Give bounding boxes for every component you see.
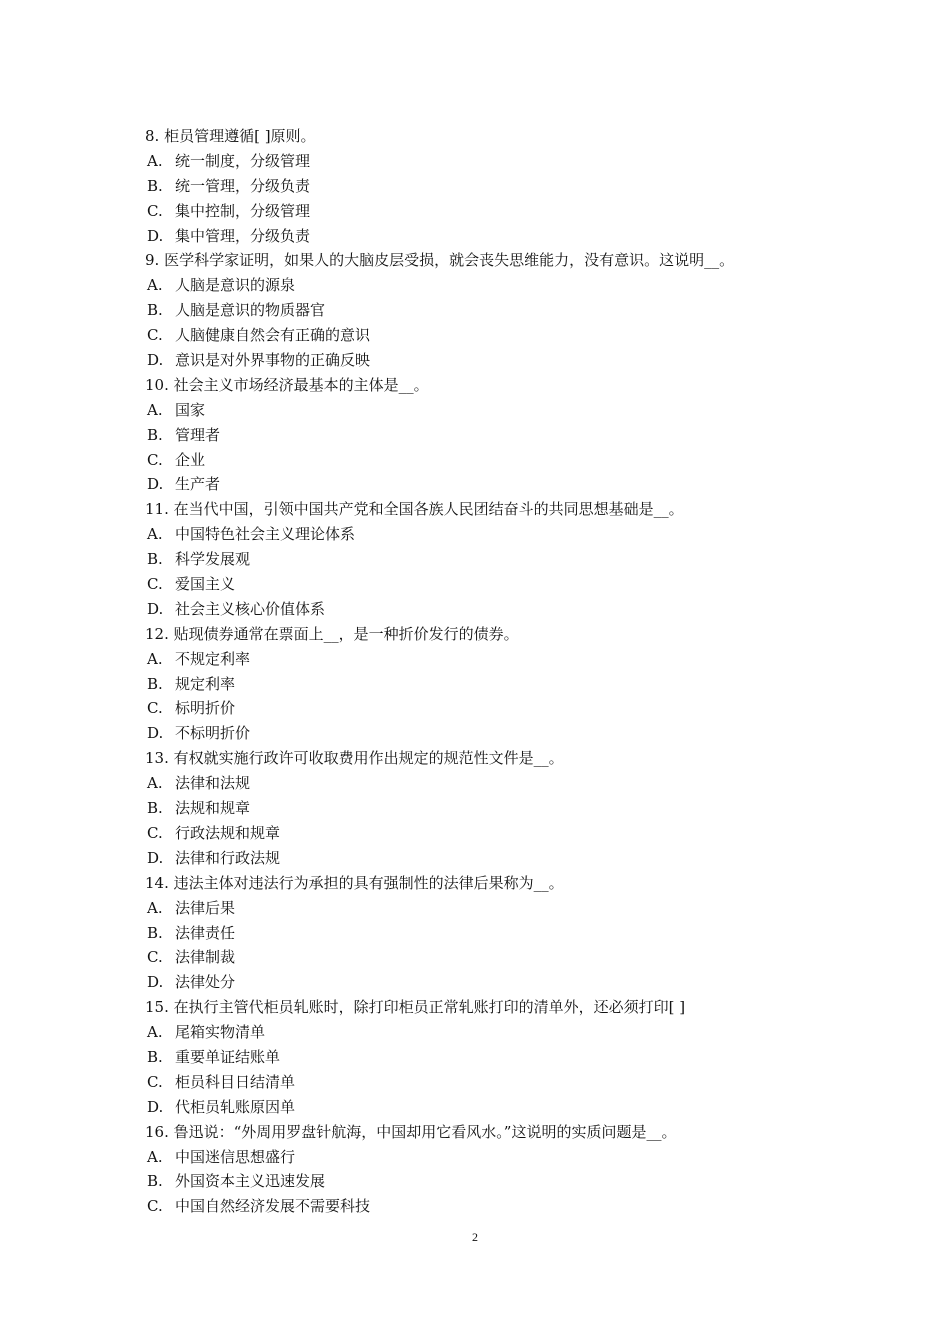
option-letter: B. xyxy=(147,799,163,818)
answer-option xyxy=(145,174,845,199)
option-text: 爱国主义 xyxy=(175,575,236,594)
option-text: 中国特色社会主义理论体系 xyxy=(175,525,356,544)
answer-option xyxy=(145,273,845,298)
option-text: 行政法规和规章 xyxy=(175,823,281,842)
option-text: 统一制度，分级管理 xyxy=(175,151,311,170)
option-letter: A. xyxy=(147,525,163,544)
option-text: 集中控制，分级管理 xyxy=(175,201,311,220)
option-letter: A. xyxy=(147,649,163,668)
option-letter: D. xyxy=(147,1097,164,1116)
answer-option xyxy=(145,348,845,373)
answer-option xyxy=(145,1020,845,1045)
option-text: 意识是对外界事物的正确反映 xyxy=(175,351,371,370)
option-text: 规定利率 xyxy=(175,674,236,693)
question-text: 15. 在执行主管代柜员轧账时，除打印柜员正常轧账打印的清单外，还必须打印[ ] xyxy=(145,998,686,1017)
option-letter: C. xyxy=(147,1197,163,1216)
option-text: 人脑是意识的源泉 xyxy=(175,276,296,295)
answer-option xyxy=(145,298,845,323)
option-text: 标明折价 xyxy=(175,699,236,718)
answer-option xyxy=(145,448,845,473)
option-text: 重要单证结账单 xyxy=(175,1047,281,1066)
option-letter: C. xyxy=(147,201,163,220)
question-text: 16. 鲁迅说：“外周用罗盘针航海，中国却用它看风水。”这说明的实质问题是__。 xyxy=(145,1122,677,1141)
option-letter: B. xyxy=(147,1172,163,1191)
option-letter: C. xyxy=(147,823,163,842)
option-letter: A. xyxy=(147,400,163,419)
option-letter: B. xyxy=(147,550,163,569)
answer-option xyxy=(145,522,845,547)
option-letter: C. xyxy=(147,450,163,469)
option-text: 人脑是意识的物质器官 xyxy=(175,301,326,320)
option-letter: A. xyxy=(147,1023,163,1042)
option-letter: C. xyxy=(147,326,163,345)
option-letter: B. xyxy=(147,923,163,942)
answer-option xyxy=(145,1095,845,1120)
answer-option xyxy=(145,597,845,622)
option-text: 不标明折价 xyxy=(175,724,251,743)
option-letter: B. xyxy=(147,1047,163,1066)
option-text: 不规定利率 xyxy=(175,649,251,668)
option-text: 国家 xyxy=(175,400,206,419)
option-letter: D. xyxy=(147,475,164,494)
answer-option xyxy=(145,970,845,995)
option-text: 法规和规章 xyxy=(175,799,251,818)
question-text: 14. 违法主体对违法行为承担的具有强制性的法律后果称为__。 xyxy=(145,873,564,892)
answer-option xyxy=(145,572,845,597)
option-letter: D. xyxy=(147,724,164,743)
answer-option xyxy=(145,323,845,348)
answer-option xyxy=(145,398,845,423)
option-text: 统一管理，分级负责 xyxy=(175,176,311,195)
answer-option xyxy=(145,199,845,224)
question-text: 11. 在当代中国，引领中国共产党和全国各族人民团结奋斗的共同思想基础是__。 xyxy=(145,500,684,519)
option-text: 生产者 xyxy=(175,475,221,494)
option-text: 法律制裁 xyxy=(175,948,236,967)
question-list xyxy=(145,124,845,1219)
option-letter: D. xyxy=(147,848,164,867)
option-letter: A. xyxy=(147,151,163,170)
answer-option xyxy=(145,1194,845,1219)
question-text: 10. 社会主义市场经济最基本的主体是__。 xyxy=(145,375,429,394)
option-letter: D. xyxy=(147,599,164,618)
answer-option xyxy=(145,1070,845,1095)
answer-option xyxy=(145,423,845,448)
option-text: 科学发展观 xyxy=(175,550,251,569)
answer-option xyxy=(145,1045,845,1070)
option-letter: C. xyxy=(147,699,163,718)
option-letter: B. xyxy=(147,425,163,444)
option-text: 集中管理，分级负责 xyxy=(175,226,311,245)
answer-option xyxy=(145,672,845,697)
option-text: 法律和法规 xyxy=(175,774,251,793)
question-text: 9. 医学科学家证明，如果人的大脑皮层受损，就会丧失思维能力，没有意识。这说明__。 xyxy=(145,251,735,270)
option-text: 管理者 xyxy=(175,425,221,444)
option-letter: C. xyxy=(147,948,163,967)
option-letter: A. xyxy=(147,276,163,295)
answer-option xyxy=(145,821,845,846)
answer-option xyxy=(145,721,845,746)
option-text: 企业 xyxy=(175,450,206,469)
option-text: 中国迷信思想盛行 xyxy=(175,1147,296,1166)
answer-option xyxy=(145,921,845,946)
option-letter: D. xyxy=(147,226,164,245)
option-text: 人脑健康自然会有正确的意识 xyxy=(175,326,371,345)
option-text: 法律责任 xyxy=(175,923,236,942)
answer-option xyxy=(145,472,845,497)
answer-option xyxy=(145,1169,845,1194)
option-text: 法律后果 xyxy=(175,898,236,917)
answer-option xyxy=(145,771,845,796)
option-text: 法律和行政法规 xyxy=(175,848,281,867)
answer-option xyxy=(145,796,845,821)
answer-option xyxy=(145,149,845,174)
option-letter: A. xyxy=(147,1147,163,1166)
option-text: 代柜员轧账原因单 xyxy=(175,1097,296,1116)
option-text: 法律处分 xyxy=(175,973,236,992)
option-letter: D. xyxy=(147,973,164,992)
question-text: 13. 有权就实施行政许可收取费用作出规定的规范性文件是__。 xyxy=(145,749,564,768)
answer-option xyxy=(145,696,845,721)
option-letter: B. xyxy=(147,301,163,320)
answer-option xyxy=(145,647,845,672)
option-letter: D. xyxy=(147,351,164,370)
option-letter: C. xyxy=(147,575,163,594)
option-letter: A. xyxy=(147,898,163,917)
answer-option xyxy=(145,896,845,921)
answer-option xyxy=(145,224,845,249)
option-text: 柜员科目日结清单 xyxy=(175,1072,296,1091)
question-text: 8. 柜员管理遵循[ ]原则。 xyxy=(145,127,316,145)
option-text: 社会主义核心价值体系 xyxy=(175,599,326,618)
answer-option xyxy=(145,846,845,871)
option-letter: B. xyxy=(147,176,163,195)
answer-option xyxy=(145,1145,845,1170)
page-number: 2 xyxy=(472,1230,478,1244)
option-text: 外国资本主义迅速发展 xyxy=(175,1172,326,1191)
option-letter: C. xyxy=(147,1072,163,1091)
question-text: 12. 贴现债券通常在票面上__，是一种折价发行的债券。 xyxy=(145,624,519,643)
answer-option xyxy=(145,547,845,572)
option-letter: A. xyxy=(147,774,163,793)
option-text: 尾箱实物清单 xyxy=(175,1023,266,1042)
option-text: 中国自然经济发展不需要科技 xyxy=(175,1197,371,1216)
answer-option xyxy=(145,945,845,970)
option-letter: B. xyxy=(147,674,163,693)
